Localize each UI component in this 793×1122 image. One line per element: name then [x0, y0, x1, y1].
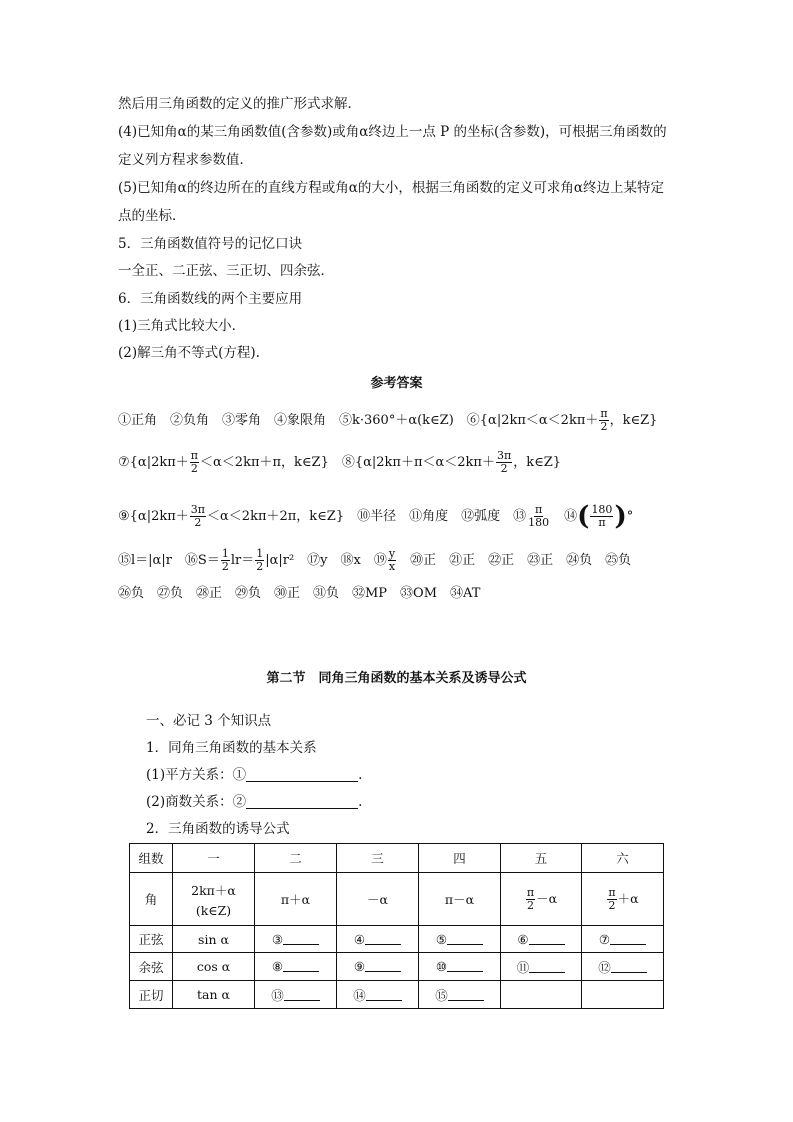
text-line: (4)已知角α的某三角函数值(含参数)或角α终边上一点 P 的坐标(含参数)，可根据三角函数的	[118, 124, 667, 140]
fraction	[388, 548, 396, 573]
answer-text: ⑭	[551, 509, 578, 524]
fraction-numerator: 3π	[496, 449, 512, 462]
fill-blank	[611, 960, 647, 973]
empty-cell	[501, 981, 582, 1009]
blank-cell	[337, 953, 419, 981]
answer-text: ，k∈Z}	[609, 413, 658, 428]
answer-text: ①正角 ②负角 ③零角 ④象限角 ⑤k·360°＋α(k∈Z) ⑥{α|2kπ＜α＜2kπ＋	[118, 413, 599, 428]
fill-blank	[284, 988, 320, 1001]
fraction	[190, 450, 199, 475]
blank-cell	[419, 953, 501, 981]
section-title: 第二节 同角三角函数的基本关系及诱导公式	[266, 671, 527, 686]
fraction-numerator: π	[600, 407, 608, 420]
blank-number: ⑩	[435, 959, 448, 974]
text-line: 然后用三角函数的定义的推广形式求解．	[118, 96, 361, 112]
angle-cell: π－α	[419, 873, 501, 926]
angle-text: ＋α	[617, 890, 639, 906]
answer-row	[118, 548, 631, 573]
answer-text: |α|r² ⑰y ⑱x ⑲	[265, 553, 387, 568]
answer-row	[118, 501, 634, 532]
text-label: (1)平方关系：①	[146, 767, 247, 783]
fraction-numerator: y	[388, 547, 396, 560]
answer-row	[118, 408, 657, 433]
blank-cell	[501, 953, 582, 981]
fraction-numerator: 3π	[190, 503, 206, 516]
blank-cell	[419, 981, 501, 1009]
fill-blank	[529, 932, 565, 945]
fraction	[599, 408, 608, 433]
blank-number: ⑨	[353, 959, 366, 974]
fraction-denominator: x	[388, 560, 396, 573]
text-line: 5．三角函数值符号的记忆口诀	[118, 236, 303, 252]
angle-cell	[173, 873, 255, 926]
angle-text: 2kπ＋α	[191, 882, 236, 898]
fill-blank	[447, 959, 483, 972]
fraction-denominator: 2	[190, 462, 198, 475]
text-line: 6．三角函数线的两个主要应用	[118, 291, 303, 307]
text-line: 1．同角三角函数的基本关系	[146, 740, 317, 756]
fraction	[607, 887, 616, 912]
fraction-numerator: π	[526, 885, 535, 899]
fraction-denominator: 2	[600, 420, 608, 433]
table-header-row	[130, 844, 664, 873]
answer-text: °	[626, 509, 634, 524]
answers-title: 参考答案	[370, 376, 423, 391]
blank-cell	[501, 926, 582, 953]
text-line: (2)解三角不等式(方程).	[118, 345, 260, 361]
answer-text: ⑳正 ㉑正 ㉒正 ㉓正 ㉔负 ㉕负	[397, 553, 632, 568]
blank-number: ⑪	[516, 959, 530, 975]
fraction-denominator: 2	[608, 898, 616, 912]
answer-text: ⑨{α|2kπ＋	[118, 509, 189, 524]
fill-blank	[283, 959, 319, 972]
answer-text: ＜α＜2kπ＋π，k∈Z} ⑧{α|2kπ＋π＜α＜2kπ＋	[200, 455, 495, 470]
blank-cell	[337, 981, 419, 1009]
fraction	[526, 887, 535, 912]
fraction	[496, 450, 512, 475]
fraction	[190, 504, 206, 529]
left-paren: (	[577, 501, 590, 532]
text-line: 定义列方程求参数值．	[118, 152, 253, 168]
fill-blank	[365, 932, 401, 945]
blank-number: ⑤	[435, 931, 448, 947]
fraction-denominator: 2	[256, 560, 264, 573]
text-label: (2)商数关系：②	[146, 794, 247, 810]
blank-cell	[337, 926, 419, 953]
blank-cell	[255, 926, 337, 953]
fraction-denominator: 2	[221, 560, 229, 573]
fraction-denominator: 2	[194, 516, 202, 529]
fraction	[255, 548, 264, 573]
fraction-denominator: 180	[528, 516, 550, 529]
function-cell: tan α	[173, 981, 255, 1009]
text-line: 一全正、二正弦、三正切、四余弦．	[118, 263, 334, 279]
text-line: 一、必记 3 个知识点	[146, 713, 272, 729]
fraction	[221, 548, 230, 573]
text-line: 点的坐标．	[118, 208, 186, 224]
blank-cell	[582, 926, 664, 953]
fill-blank	[366, 988, 402, 1001]
text-line: (5)已知角α的终边所在的直线方程或角α的大小，根据三角函数的定义可求角α终边上某特定	[118, 180, 664, 196]
header-cell: 六	[582, 844, 664, 873]
blank-cell	[255, 981, 337, 1009]
fraction	[590, 504, 613, 529]
text-label: .	[358, 767, 363, 783]
blank-number: ⑦	[598, 931, 611, 947]
answer-text: ⑦{α|2kπ＋	[118, 455, 189, 470]
row-label: 角	[130, 873, 173, 926]
header-cell: 三	[337, 844, 419, 873]
header-cell: 组数	[130, 844, 173, 873]
fill-blank	[283, 932, 319, 945]
fill-blank	[610, 932, 646, 945]
fraction-numerator: π	[190, 449, 199, 462]
function-cell: sin α	[173, 926, 255, 953]
table-row	[130, 926, 664, 953]
header-cell: 五	[501, 844, 582, 873]
blank-number: ⑬	[271, 987, 284, 1003]
table-row	[130, 981, 664, 1009]
answer-text: ，k∈Z}	[513, 455, 562, 470]
fill-blank	[246, 794, 358, 809]
fraction-numerator: 1	[221, 547, 229, 560]
blank-number: ⑭	[353, 987, 366, 1003]
header-cell: 四	[419, 844, 501, 873]
fill-blank	[365, 959, 401, 972]
fraction	[527, 504, 550, 529]
empty-cell	[582, 981, 664, 1009]
angle-cell	[582, 873, 664, 926]
row-label: 正弦	[130, 926, 173, 953]
blank-cell	[255, 953, 337, 981]
fill-blank	[246, 767, 358, 782]
angle-text: －α	[536, 890, 558, 906]
answer-text: lr＝	[230, 553, 255, 568]
table-row	[130, 873, 664, 926]
row-label: 余弦	[130, 953, 173, 981]
fill-blank	[529, 960, 565, 973]
angle-cell: －α	[337, 873, 419, 926]
fraction-numerator: 180	[591, 503, 613, 516]
right-paren: )	[614, 501, 627, 532]
answer-row: ㉖负 ㉗负 ㉘正 ㉙负 ㉚正 ㉛负 ㉜MP ㉝OM ㉞AT	[118, 586, 481, 601]
function-cell: cos α	[173, 953, 255, 981]
angle-cell	[501, 873, 582, 926]
angle-text: (k∈Z)	[195, 902, 232, 918]
text-line	[146, 793, 362, 811]
answer-text: ⑮l＝|α|r ⑯S＝	[118, 553, 220, 568]
induction-formula-table	[129, 843, 664, 1009]
fraction-numerator: 1	[256, 547, 264, 560]
header-cell: 一	[173, 844, 255, 873]
header-cell: 二	[255, 844, 337, 873]
blank-number: ④	[353, 931, 366, 947]
blank-number: ③	[271, 931, 284, 947]
fraction-denominator: 2	[527, 898, 535, 912]
answer-text: ＜α＜2kπ＋2π，k∈Z} ⑩半径 ⑪角度 ⑫弧度 ⑬	[207, 509, 527, 524]
text-line	[146, 766, 362, 784]
answer-row	[118, 450, 561, 475]
fill-blank	[448, 988, 484, 1001]
blank-number: ⑮	[435, 987, 448, 1003]
blank-cell	[582, 953, 664, 981]
fraction-numerator: π	[608, 885, 616, 899]
fraction-denominator: π	[598, 516, 606, 529]
blank-cell	[419, 926, 501, 953]
blank-number: ⑥	[517, 931, 529, 947]
text-label: .	[358, 794, 363, 810]
blank-number: ⑧	[271, 959, 284, 974]
row-label: 正切	[130, 981, 173, 1009]
angle-cell: π＋α	[255, 873, 337, 926]
fill-blank	[447, 932, 483, 945]
fraction-denominator: 2	[500, 462, 508, 475]
table-row	[130, 953, 664, 981]
blank-number: ⑫	[598, 959, 611, 975]
text-line: 2．三角函数的诱导公式	[146, 821, 290, 837]
text-line: (1)三角式比较大小．	[118, 318, 246, 334]
fraction-numerator: π	[534, 503, 543, 516]
